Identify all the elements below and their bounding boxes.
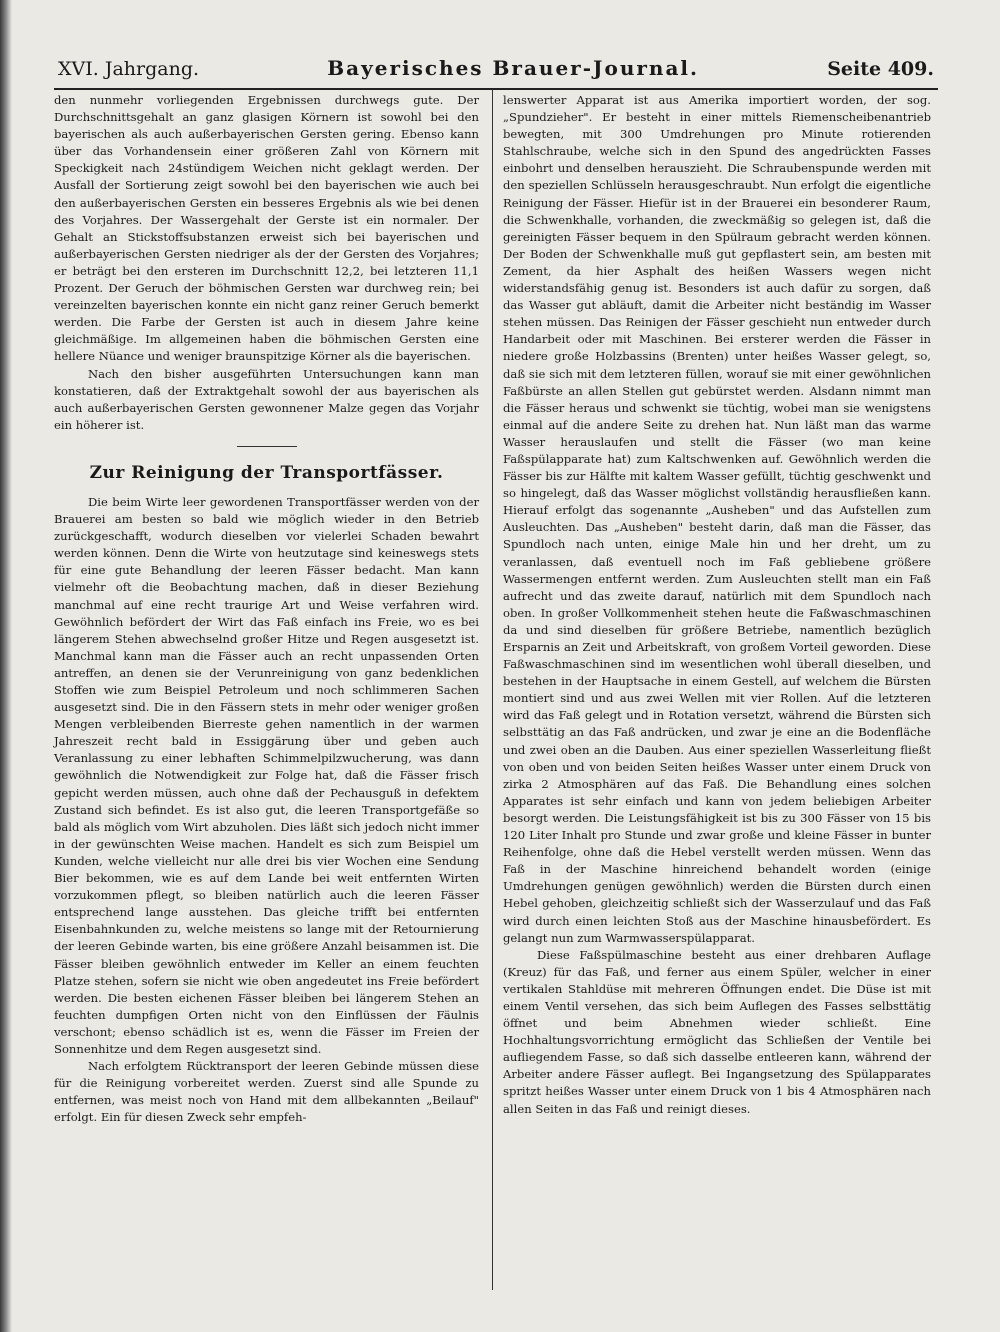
paragraph: Diese Faßspülmaschine besteht aus einer drehbaren Auflage (Kreuz) für das Faß, und ferner aus einem Spüler, welcher in einer vertikalen Stahldüse mit mehreren Öffnungen endet. Die Düse ist mit einem Ventil versehen, das sich beim Auflegen des Fasses selbsttätig öffnet und beim Abnehmen wieder schließt. Eine Hochhaltungsvorrichtung ermöglicht das Schließen der Ventile bei aufliegendem Fasse, so daß sich dasselbe entleeren kann, während der Arbeiter andere Fässer auflegt. Bei Ingangsetzung des Spülapparates spritzt heißes Wasser unter einem Druck von 1 bis 4 Atmosphären nach allen Seiten in das Faß und reinigt dieses. [503, 947, 931, 1116]
page-binding-edge [0, 0, 12, 1332]
page-number: Seite 409. [827, 58, 934, 80]
page-header [58, 56, 934, 86]
paragraph: den nunmehr vorliegenden Ergebnissen durchwegs gute. Der Durchschnittsgehalt an ganz glasigen Körnern ist sowohl bei den bayerischen als auch außerbayerischen Gersten gering. Ebenso kann über das Vorhandensein einer größeren Zahl von Körnern mit Speckigkeit nach 24stündigem Weichen nicht geklagt werden. Der Ausfall der Sortierung zeigt sowohl bei den bayerischen wie auch bei den außerbayerischen Gersten ein besseres Ergebnis als wie bei denen des Vorjahres. Der Wassergehalt der Gerste ist ein normaler. Der Gehalt an Stickstoffsubstanzen erweist sich bei bayerischen und außerbayerischen Gersten niedriger als der der Gersten des Vorjahres; er beträgt bei den ersteren im Durchschnitt 12,2, bei letzteren 11,1 Prozent. Der Geruch der böhmischen Gersten war durchweg rein; bei vereinzelten bayerischen konnte ein nicht ganz reiner Geruch bemerkt werden. Die Farbe der Gersten ist auch in diesem Jahre keine gleichmäßige. Im allgemeinen haben die böhmischen Gersten eine hellere Nüance und weniger braunspitzige Körner als die bayerischen. [54, 93, 479, 364]
paragraph: Nach erfolgtem Rücktransport der leeren Gebinde müssen diese für die Reinigung vorbereitet werden. Zuerst sind alle Spunde zu entfernen, was meist noch von Hand mit dem allbekannten „Beilauf" erfolgt. Ein für diesen Zweck sehr empfeh- [54, 1059, 479, 1125]
section-divider [237, 446, 297, 447]
paragraph: lenswerter Apparat ist aus Amerika importiert worden, der sog. „Spundzieher". Er besteht in einer mittels Riemenscheibenantrieb bewegten, mit 300 Umdrehungen pro Minute rotierenden Stahlschraube, welche sich in den Spund des angedrückten Fasses einbohrt und denselben herauszieht. Die Schraubenspunde werden mit den speziellen Schlüsseln herausgeschraubt. Nun erfolgt die eigentliche Reinigung der Fässer. Hiefür ist in der Brauerei ein besonderer Raum, die Schwenkhalle, vorhanden, die zweckmäßig so gelegen ist, daß die gereinigten Fässer bequem in den Spülraum gebracht werden können. Der Boden der Schwenkhalle muß gut gepflastert sein, am besten mit Zement, da hier Asphalt des heißen Wassers wegen nicht widerstandsfähig genug ist. Besonders ist auch dafür zu sorgen, daß das Wasser gut abläuft, damit die Arbeiter nicht beständig im Wasser stehen müssen. Das Reinigen der Fässer geschieht nun entweder durch Handarbeit oder mit Maschinen. Bei ersterer werden die Fässer in niedere große Holzbassins (Brenten) unter heißes Wasser gelegt, so, daß sie sich mit dem letzteren füllen, worauf sie mit einer gewöhnlichen Faßbürste an allen Stellen gut gebürstet werden. Alsdann nimmt man die Fässer heraus und schwenkt sie tüchtig, wobei man sie wenigstens einmal auf die andere Seite zu drehen hat. Nun läßt man das warme Wasser herauslaufen und stellt die Fässer (wo man keine Faßspülapparate hat) zum Kaltschwenken auf. Gewöhnlich werden die Fässer bis zur Hälfte mit kaltem Wasser gefüllt, tüchtig geschwenkt und so hingelegt, daß das Wasser möglichst vollständig herausfließen kann. Hierauf erfolgt das sogenannte „Ausheben" und das Aufstellen zum Ausleuchten. Das „Ausheben" besteht darin, daß man die Fässer, das Spundloch nach unten, einige Male hin und her dreht, um zu veranlassen, daß eventuell noch im Faß gebliebene größere Wassermengen entfernt werden. Zum Ausleuchten stellt man ein Faß aufrecht und das zweite darauf, natürlich mit dem Spundloch nach oben. In großer Vollkommenheit stehen heute die Faßwaschmaschinen da und sind dieselben für größere Betriebe, namentlich bezüglich Ersparnis an Zeit und Arbeitskraft, von großem Vorteil geworden. Diese Faßwaschmaschinen sind im wesentlichen wohl überall dieselben, und bestehen in der Hauptsache in einem Gestell, auf welchem die Bürsten montiert sind und aus zwei Wellen mit vier Rollen. Auf die letzteren wird das Faß gelegt und in Rotation versetzt, während die Bürsten sich selbsttätig an das Faß andrücken, und zwar je eine an die Bodenfläche und zwei oben an die Dauben. Aus einer speziellen Wasserleitung fließt von oben und von beiden Seiten heißes Wasser unter einem Druck von zirka 2 Atmosphären auf das Faß. Die Behandlung eines solchen Apparates ist sehr einfach und kann von jedem beliebigen Arbeiter besorgt werden. Die Leistungsfähigkeit ist bis zu 300 Fässer von 15 bis 120 Liter Inhalt pro Stunde und zwar große und kleine Fässer in bunter Reihenfolge, ohne daß die Hebel verstellt werden müssen. Wenn das Faß in der Maschine hinreichend behandelt worden (einige Umdrehungen genügen gewöhnlich) werden die Bürsten durch einen Hebel gehoben, gleichzeitig schließt sich der Wasserzulauf und das Faß wird durch einen leichten Stoß aus der Maschine hinausbefördert. Es gelangt nun zum Warmwasserspülapparat. [503, 93, 931, 945]
paragraph: Die beim Wirte leer gewordenen Transportfässer werden von der Brauerei am besten so bald wie möglich wieder in den Betrieb zurückgeschafft, wodurch dieselben vor vielerlei Schaden bewahrt werden können. Denn die Wirte von heutzutage sind keineswegs stets für eine gute Behandlung der leeren Fässer bedacht. Man kann vielmehr oft die Beobachtung machen, daß in dieser Beziehung manchmal auf eine recht traurige Art und Weise verfahren wird. Gewöhnlich befördert der Wirt das Faß einfach ins Freie, wo es bei längerem Stehen abwechselnd großer Hitze und Regen ausgesetzt ist. Manchmal kann man die Fässer auch an recht unpassenden Orten antreffen, an denen sie der Verunreinigung von ganz bedenklichen Stoffen wie zum Beispiel Petroleum und noch schlimmeren Sachen ausgesetzt sind. Die in den Fässern stets in mehr oder weniger großen Mengen verbleibenden Bierreste gehen namentlich in der warmen Jahreszeit recht bald in Essiggärung über und geben auch Veranlassung zu einer lebhaften Schimmelpilzwucherung, was dann gewöhnlich die Notwendigkeit zur Folge hat, daß die Fässer frisch gepicht werden müssen, auch ohne daß der Pechausguß in defektem Zustand sich befindet. Es ist also gut, die leeren Transportgefäße so bald als möglich vom Wirt abzuholen. Dies läßt sich jedoch nicht immer in der gewünschten Weise machen. Handelt es sich zum Beispiel um Kunden, welche vielleicht nur alle drei bis vier Wochen eine Sendung Bier bekommen, wie es auf dem Lande bei weit entfernten Wirten vorzukommen pflegt, so bleiben natürlich auch die leeren Fässer entsprechend lange ausstehen. Das gleiche trifft bei entfernten Eisenbahnkunden zu, welche meistens so lange mit der Retournierung der leeren Gebinde warten, bis eine größere Anzahl beisammen ist. Die Fässer bleiben gewöhnlich entweder im Keller an einem feuchten Platze stehen, sofern sie nicht wie oben angedeutet ins Freie befördert werden. Die besten eichenen Fässer bleiben bei längerem Stehen an feuchten dumpfigen Orten nicht von den Einflüssen der Fäulnis verschont; ebenso schädlich ist es, wenn die Fässer im Freien der Sonnenhitze und dem Regen ausgesetzt sind. [54, 494, 479, 1056]
paragraph: Nach den bisher ausgeführten Untersuchungen kann man konstatieren, daß der Extraktgehalt sowohl der aus bayerischen als auch außerbayerischen Gersten gewonnener Malze gegen das Vorjahr ein höherer ist. [54, 366, 479, 432]
volume-label: XVI. Jahrgang. [58, 58, 200, 80]
header-rule [54, 88, 938, 90]
left-column [54, 92, 479, 1126]
right-column [503, 92, 931, 1118]
article-title: Zur Reinigung der Transportfässer. [89, 462, 444, 483]
journal-title: Bayerisches Brauer-Journal. [327, 56, 699, 80]
column-divider [492, 90, 493, 1290]
